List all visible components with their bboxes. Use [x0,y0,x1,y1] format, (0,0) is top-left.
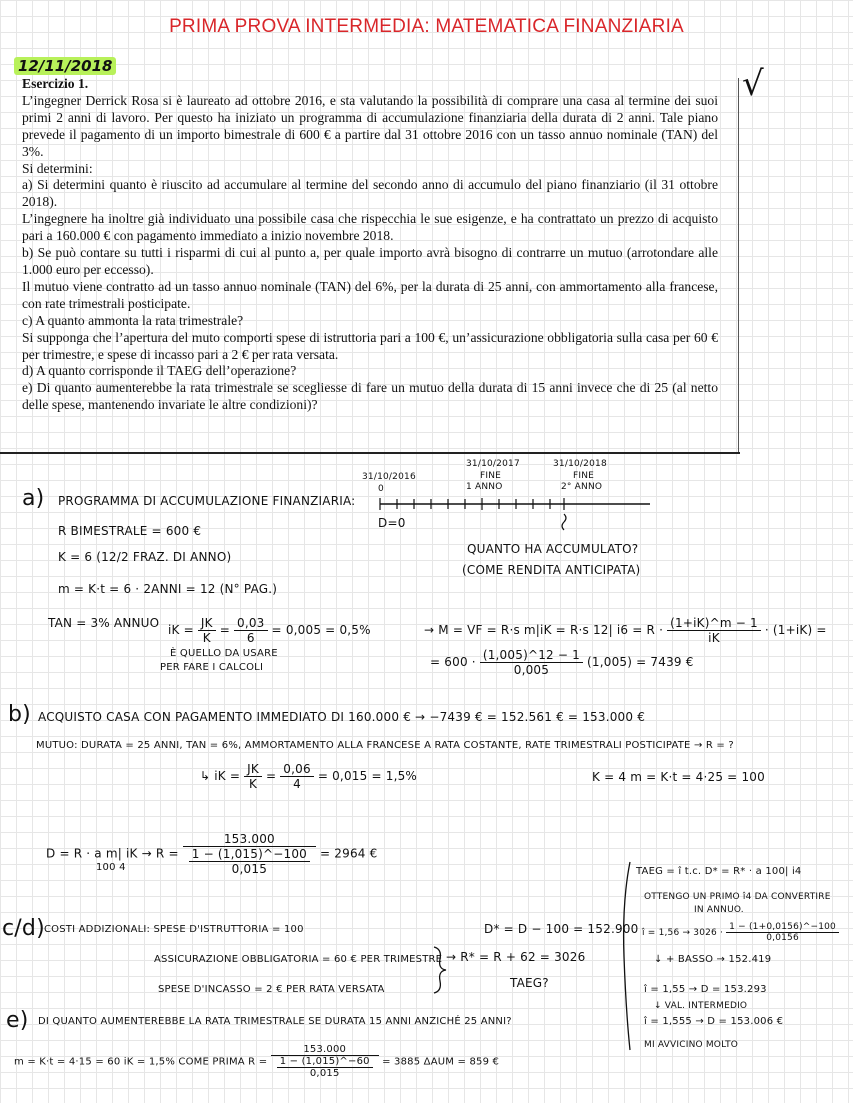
vf-fraction [667,616,761,645]
ik-den: K [202,631,211,645]
timeline-label-fine: FINE [480,471,502,481]
vf-num: (1+iK)^m − 1 [667,616,761,631]
ik-formula: iK = $\frac{JK}{K}$ = $\frac{0,03}{6}$ = 0,005 = 0,5% [168,616,371,645]
timeline-label-0: 0 [378,484,384,494]
part-b-line: ACQUISTO CASA CON PAGAMENTO IMMEDIATO DI 160.000 € → −7439 € = 152.561 € = 153.000 € [38,710,646,724]
part-a-label: a) [22,486,45,511]
exam-date: 12/11/2018 [14,57,116,75]
vf-den: iK [708,631,720,645]
part-cd-label: c/d) [2,916,45,941]
ik2-fraction [244,762,262,791]
vf2-result: (1,005) = 7439 € [587,655,694,669]
r-bimestrale: R BIMESTRALE = 600 € [58,524,202,538]
exercise-paragraph: Si determini: [22,160,93,176]
taeg-definition: TAEG = î t.c. D* = R* · a 100| i4 [636,866,802,877]
e-den1: 1 − (1,015)^−60 [277,1056,373,1068]
vf2-num: (1,005)^12 − 1 [480,648,583,663]
rendita-anticipata: (COME RENDITA ANTICIPATA) [462,563,641,577]
e-den2: 0,015 [309,1068,340,1079]
part-e-question: DI QUANTO AUMENTEREBBE LA RATA TRIMESTRALE SE DURATA 15 ANNI ANZICHÉ 25 ANNI? [38,1016,512,1027]
k4-line: K = 4 m = K·t = 4·25 = 100 [592,770,765,784]
taeg-bracket-icon [618,860,632,1052]
section-divider [0,452,740,454]
exercise-paragraph: L’ingegnere ha inoltre già individuato una possibile casa che rispecchia le sue esigenze, e ha contrattato un prezzo di acquisto pari a 160.000 € con pagamento immediato a inizio novembre 2018. [22,211,718,244]
taeg-note-1: OTTENGO UN PRIMO î4 DA CONVERTIRE [644,892,831,902]
ik-num: JK [198,616,216,631]
timeline-label-1anno: 1 ANNO [466,482,503,492]
taeg-iter-1-den: 0,0156 [766,933,799,943]
vf-tail: · (1+iK) = [764,623,827,637]
checkmark-icon: √ [742,64,764,104]
mutuo-line: MUTUO: DURATA = 25 ANNI, TAN = 6%, AMMORTAMENTO ALLA FRANCESE A RATA COSTANTE, RATE TRIMESTRALI POSTICIPATE → R = ? [36,740,734,751]
m-line: m = K·t = 6 · 2ANNI = 12 (N° PAG.) [58,582,278,596]
e-label: m = K·t = 4·15 = 60 iK = 1,5% COME PRIMA R = [14,1056,268,1068]
vf2-pre: = 600 · [430,655,476,669]
e-inner-fraction [274,1056,376,1079]
tan-line: TAN = 3% ANNUO [48,616,160,630]
e-num: 153.000 [271,1044,379,1056]
ik2-num: JK [244,762,262,777]
brace-icon [430,945,450,995]
exercise-heading: Esercizio 1. [22,76,89,91]
ik-result: = 0,005 = 0,5% [271,623,371,637]
exercise-paragraph: e) Di quanto aumenterebbe la rata trimestrale se scegliesse di fare un mutuo della durata di 15 anni invece che di 25 (al netto delle spese, mantenendo invariate le altre condizioni)? [22,380,718,413]
vf-calculation [430,648,694,677]
taeg-iter-note: ↓ VAL. INTERMEDIO [654,1001,748,1011]
vf-formula [424,616,827,645]
timeline-date-1: 31/10/2016 [362,472,416,482]
taeg-iter-1-fraction [726,922,839,943]
taeg-conclusion: MI AVVICINO MOLTO [644,1040,739,1050]
taeg-question: TAEG? [510,976,549,990]
exercise-paragraph: c) A quanto ammonta la rata trimestrale? [22,312,244,328]
ik-label: iK = [168,623,194,637]
ik2-result: = 0,015 = 1,5% [317,769,418,783]
exercise-paragraph: Il mutuo viene contratto ad un tasso annuo nominale (TAN) del 6%, per la durata di 25 anni, con ammortamento alla francese, con rate trimestrali posticipate. [22,278,718,311]
ik2-den: K [249,777,258,791]
exercise-paragraph: a) Si determini quanto è riuscito ad accumulare al termine del secondo anno di accumulo del piano finanziario (il 31 ottobre 2018). [22,177,718,210]
quanto-accumulato: QUANTO HA ACCUMULATO? [467,542,639,556]
exercise-paragraph: L’ingegner Derrick Rosa si è laureato ad ottobre 2016, e sta valutando la possibilità di comprare una casa al termine dei suoi primi 2 anni di lavoro. Per questo ha iniziato un programma di accumulazione finanziaria della durata di 2 anni. Tale piano prevede il pagamento di un importo bimestrale di 600 € a partire dal 31 ottobre 2016 con un tasso annuo nominale (TAN) del 3%. [22,92,718,159]
d-fraction [183,832,316,876]
d-num: 153.000 [183,832,316,847]
spese-incasso: SPESE D'INCASSO = 2 € PER RATA VERSATA [158,984,385,995]
d-result: = 2964 € [320,846,378,861]
k-line: K = 6 (12/2 FRAZ. DI ANNO) [58,550,232,564]
part-b-label: b) [8,702,31,727]
exercise-paragraph: Si supponga che l’apertura del muto comporti spese di istruttoria pari a 100 €, un’assicurazione obbligatoria sulla casa per 60 € per trimestre, e spese di incasso pari a 2 € per rata versata. [22,329,718,362]
timeline-axis [370,494,660,542]
r-star: → R* = R + 62 = 3026 [446,950,586,964]
d-den-group [183,847,316,876]
vf2-fraction [480,648,583,677]
d-den2: 0,015 [231,862,268,876]
vf-label: → M = VF = R·s m|iK = R·s 12| i6 = R · [424,623,664,637]
ik-den-value: 6 [246,631,255,645]
taeg-iter-1-label: î = 1,56 → 3026 · [642,928,724,938]
timeline-date-2: 31/10/2017 [466,459,520,469]
ik2-den-value: 4 [293,777,301,791]
ik2-fraction-values [280,762,314,791]
taeg-iter-1 [642,922,839,943]
d-den1: 1 − (1,015)^−100 [189,847,310,862]
d-star: D* = D − 100 = 152.900 [484,922,639,936]
exercise-text [22,76,718,414]
taeg-iter-4: î = 1,555 → D = 153.006 € [644,1016,784,1027]
d-label: D = R · a m| iK → R = [46,846,179,861]
box-border [738,78,739,453]
taeg-iter-2: ↓ + BASSO → 152.419 [654,954,772,965]
costi-addizionali: COSTI ADDIZIONALI: SPESE D'ISTRUTTORIA = 100 [44,924,304,935]
ik-fraction-values [234,616,268,645]
exercise-paragraph: d) A quanto corrisponde il TAEG dell’operazione? [22,363,297,379]
taeg-iter-1-num: 1 − (1+0,0156)^−100 [726,922,839,933]
timeline-label-2anno: 2° ANNO [561,482,603,492]
page-title: PRIMA PROVA INTERMEDIA: MATEMATICA FINANZIARIA [169,16,684,37]
timeline-label-fine: FINE [573,471,595,481]
e-result: = 3885 ΔAUM = 859 € [382,1056,500,1068]
note-quello: È QUELLO DA USARE [170,648,278,659]
taeg-iter-3: î = 1,55 → D = 153.293 [644,984,767,995]
part-e-label: e) [6,1008,29,1033]
d-subscripts: 100 4 [96,862,126,873]
ik-fraction [198,616,216,645]
ik2-formula: ↳ iK = $\frac{JK}{K}$ = $\frac{0,06}{4}$ = 0,015 = 1,5% [200,762,418,791]
ik-num-value: 0,03 [234,616,268,631]
taeg-note-2: IN ANNUO. [694,905,744,915]
e-fraction [271,1044,379,1079]
timeline-date-3: 31/10/2018 [553,459,607,469]
assicurazione: ASSICURAZIONE OBBLIGATORIA = 60 € PER TRIMESTRE [154,954,443,965]
note-calcoli: PER FARE I CALCOLI [160,662,264,673]
ik2-num-value: 0,06 [280,762,314,777]
d-inner-fraction [186,847,313,876]
ik2-label: ↳ iK = [200,769,241,783]
timeline-d-zero: D=0 [378,516,406,530]
vf2-den: 0,005 [513,663,550,677]
part-a-title: PROGRAMMA DI ACCUMULAZIONE FINANZIARIA: [58,494,356,508]
e-den-group [271,1056,379,1079]
part-e-formula [14,1044,499,1079]
exercise-paragraph: b) Se può contare su tutti i risparmi di cui al punto a, per quale importo avrà bisogno di contrarre un mutuo (arrotondare alle 1.000 euro per eccesso). [22,245,718,277]
